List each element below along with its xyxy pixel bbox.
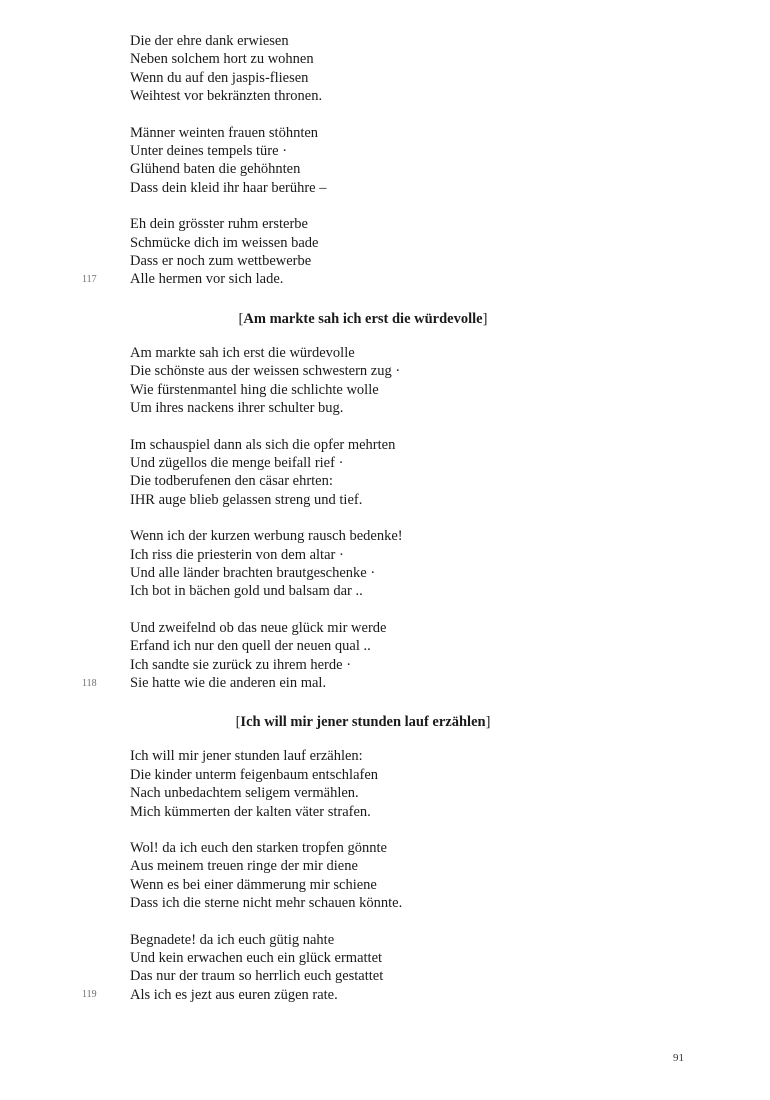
verse-line: Nach unbedachtem seligem vermählen. — [130, 785, 359, 802]
verse-line: Wenn du auf den jaspis-fliesen — [130, 69, 309, 86]
verse-line: Schmücke dich im weissen bade — [130, 234, 319, 251]
stanza — [130, 527, 650, 601]
verse-line: Männer weinten frauen stöhnten — [130, 124, 319, 141]
poem-title-text: Ich will mir jener stunden lauf erzählen — [240, 714, 486, 731]
title-bracket-open: [ — [235, 714, 241, 731]
margin-line-number: 118 — [82, 678, 97, 689]
verse-line: Ich bot in bächen gold und balsam dar .. — [130, 583, 363, 600]
verse-line: Und zweifelnd ob das neue glück mir werde — [130, 619, 387, 636]
verse-line: Erfand ich nur den quell der neuen qual .. — [130, 638, 371, 655]
verse-line: Wenn ich der kurzen werbung rausch bedenke! — [130, 528, 403, 545]
stanza — [130, 32, 650, 106]
verse-line: Und zügellos die menge beifall rief · — [130, 454, 344, 471]
stanza — [130, 931, 650, 1005]
stanza — [130, 215, 650, 289]
verse-line: Wie fürstenmantel hing die schlichte wolle — [130, 381, 379, 398]
verse-line: Die schönste aus der weissen schwestern zug · — [130, 363, 401, 380]
verse-line: Mich kümmerten der kalten väter strafen. — [130, 803, 371, 820]
verse-line: Wenn es bei einer dämmerung mir schiene — [130, 876, 377, 893]
verse-line: Dass er noch zum wettbewerbe — [130, 253, 312, 270]
margin-line-number: 117 — [82, 274, 97, 285]
verse-line: Das nur der traum so herrlich euch gestattet — [130, 968, 384, 985]
verse-line: Als ich es jezt aus euren zügen rate. — [130, 986, 338, 1003]
stanza — [130, 619, 650, 693]
verse-line: Die todberufenen den cäsar ehrten: — [130, 473, 333, 490]
verse-line: Aus meinem treuen ringe der mir diene — [130, 858, 358, 875]
verse-line: IHR auge blieb gelassen streng und tief. — [130, 491, 363, 508]
verse-line: Im schauspiel dann als sich die opfer mehrten — [130, 436, 396, 453]
poem-title-text: Am markte sah ich erst die würdevolle — [243, 310, 483, 327]
verse-line: Eh dein grösster ruhm ersterbe — [130, 216, 308, 233]
verse-line: Ich sandte sie zurück zu ihrem herde · — [130, 656, 352, 673]
verse-line: Ich will mir jener stunden lauf erzählen: — [130, 748, 363, 765]
stanza — [130, 747, 650, 821]
verse-line: Dass dein kleid ihr haar berühre – — [130, 179, 327, 196]
poem-fragment — [130, 32, 650, 289]
verse-line: Wol! da ich euch den starken tropfen gönnte — [130, 840, 387, 856]
stanza — [130, 436, 650, 510]
verse-line: Weihtest vor bekränzten thronen. — [130, 88, 323, 105]
verse-line: Und kein erwachen euch ein glück ermattet — [130, 950, 383, 967]
verse-line: Die der ehre dank erwiesen — [130, 33, 289, 49]
verse-line: Neben solchem hort zu wohnen — [130, 51, 314, 68]
poem-title — [103, 714, 623, 731]
verse-line: Alle hermen vor sich lade. — [130, 271, 284, 288]
margin-line-number: 119 — [82, 989, 97, 1000]
verse-line: Unter deines tempels türe · — [130, 143, 288, 160]
verse-line: Am markte sah ich erst die würdevolle — [130, 344, 355, 361]
verse-line: Die kinder unterm feigenbaum entschlafen — [130, 766, 379, 783]
verse-line: Um ihres nackens ihrer schulter bug. — [130, 400, 344, 417]
page-number: 91 — [673, 1052, 684, 1064]
stanza — [130, 124, 650, 198]
text-column — [130, 32, 650, 1004]
verse-line: Begnadete! da ich euch gütig nahte — [130, 931, 335, 948]
verse-line: Und alle länder brachten brautgeschenke · — [130, 564, 376, 581]
title-bracket-open: [ — [238, 310, 244, 327]
title-bracket-close: ] — [482, 310, 488, 327]
title-bracket-close: ] — [485, 714, 491, 731]
poem-title — [103, 311, 623, 328]
verse-line: Ich riss die priesterin von dem altar · — [130, 546, 344, 563]
stanza — [130, 344, 650, 418]
stanza — [130, 839, 650, 913]
verse-line: Glühend baten die gehöhnten — [130, 161, 301, 178]
verse-line: Sie hatte wie die anderen ein mal. — [130, 674, 327, 691]
verse-line: Dass ich die sterne nicht mehr schauen könnte. — [130, 895, 403, 912]
poem — [130, 714, 650, 1004]
poem — [130, 311, 650, 693]
